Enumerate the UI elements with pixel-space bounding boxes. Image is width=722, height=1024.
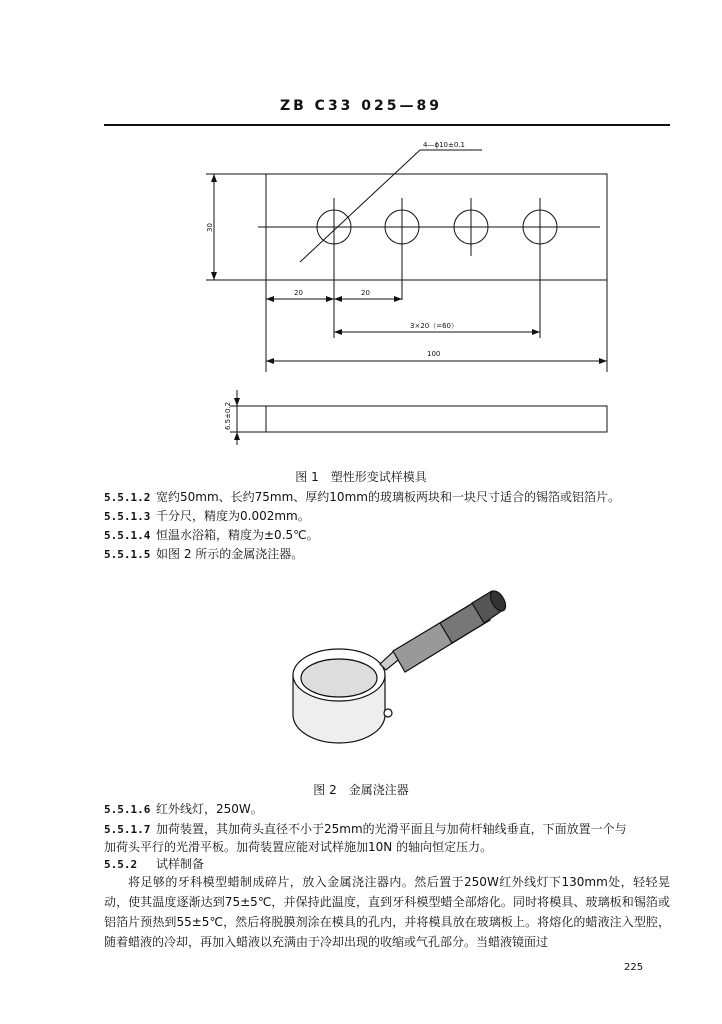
section-number: 5.5.2 (104, 858, 138, 871)
item-text: 加荷装置，其加荷头直径不小于25mm的光滑平面且与加荷杆轴线垂直，下面放置一个与 (156, 822, 627, 836)
item-5-5-1-5 (104, 545, 303, 562)
item-5-5-1-4 (104, 526, 319, 543)
height-dim-label: 30 (206, 223, 214, 232)
item-number: 5.5.1.2 (104, 491, 151, 504)
section-title: 试样制备 (156, 857, 205, 871)
pouring-ladle-drawing (293, 588, 509, 743)
mould-side-outline (266, 406, 607, 432)
item-5-5-1-6 (104, 800, 263, 817)
item-5-5-1-7-continued: 加荷头平行的光滑平板。加荷装置应能对试样施加10N 的轴向恒定压力。 (104, 840, 493, 854)
page-number: 225 (624, 962, 644, 973)
hole-callout: 4—ϕ10±0.1 (423, 141, 465, 149)
item-text: 恒温水浴箱，精度为±0.5℃。 (156, 528, 319, 542)
item-number: 5.5.1.6 (104, 803, 151, 816)
item-text: 红外线灯，250W。 (156, 802, 263, 816)
item-number: 5.5.1.5 (104, 548, 151, 561)
item-number: 5.5.1.4 (104, 529, 151, 542)
standard-code: ZB C33 025—89 (279, 98, 443, 114)
pitch-b-label: 20 (361, 289, 370, 297)
body-paragraph: 将足够的牙科模型蜡制成碎片，放入金属浇注器内。然后置于250W红外线灯下130mm处，轻轻晃动，使其温度逐渐达到75±5℃，并保持此温度，直到牙科模型蜡全部熔化。同时将模具、玻璃板和锡箔或铝箔片预热到55±5℃，然后将脱膜剂涂在模具的孔内，并将模具放在玻璃板上。将熔化的蜡液注入型腔，随着蜡液的冷却，再加入蜡液以充满由于冷却出现的收缩或气孔部分。当蜡液镜面过 (104, 875, 670, 949)
item-text: 千分尺，精度为0.002mm。 (156, 509, 310, 523)
item-5-5-1-2 (104, 488, 620, 505)
item-5-5-1-7 (104, 820, 627, 837)
thickness-label: 6.5±0.2 (224, 401, 232, 430)
pitch-a-label: 20 (294, 289, 303, 297)
item-5-5-1-3 (104, 507, 310, 524)
figure-1-caption: 图 1 塑性形变试样模具 (295, 470, 427, 484)
figure-2-caption: 图 2 金属浇注器 (313, 783, 409, 797)
spacing-label: 3×20（=60） (410, 322, 458, 330)
item-text: 如图 2 所示的金属浇注器。 (156, 547, 304, 561)
item-number: 5.5.1.7 (104, 823, 151, 836)
section-heading (104, 855, 204, 872)
length-label: 100 (427, 350, 441, 358)
item-text: 宽约50mm、长约75mm、厚约10mm的玻璃板两块和一块尺寸适合的锡箔或铝箔片。 (156, 490, 620, 504)
item-number: 5.5.1.3 (104, 510, 151, 523)
